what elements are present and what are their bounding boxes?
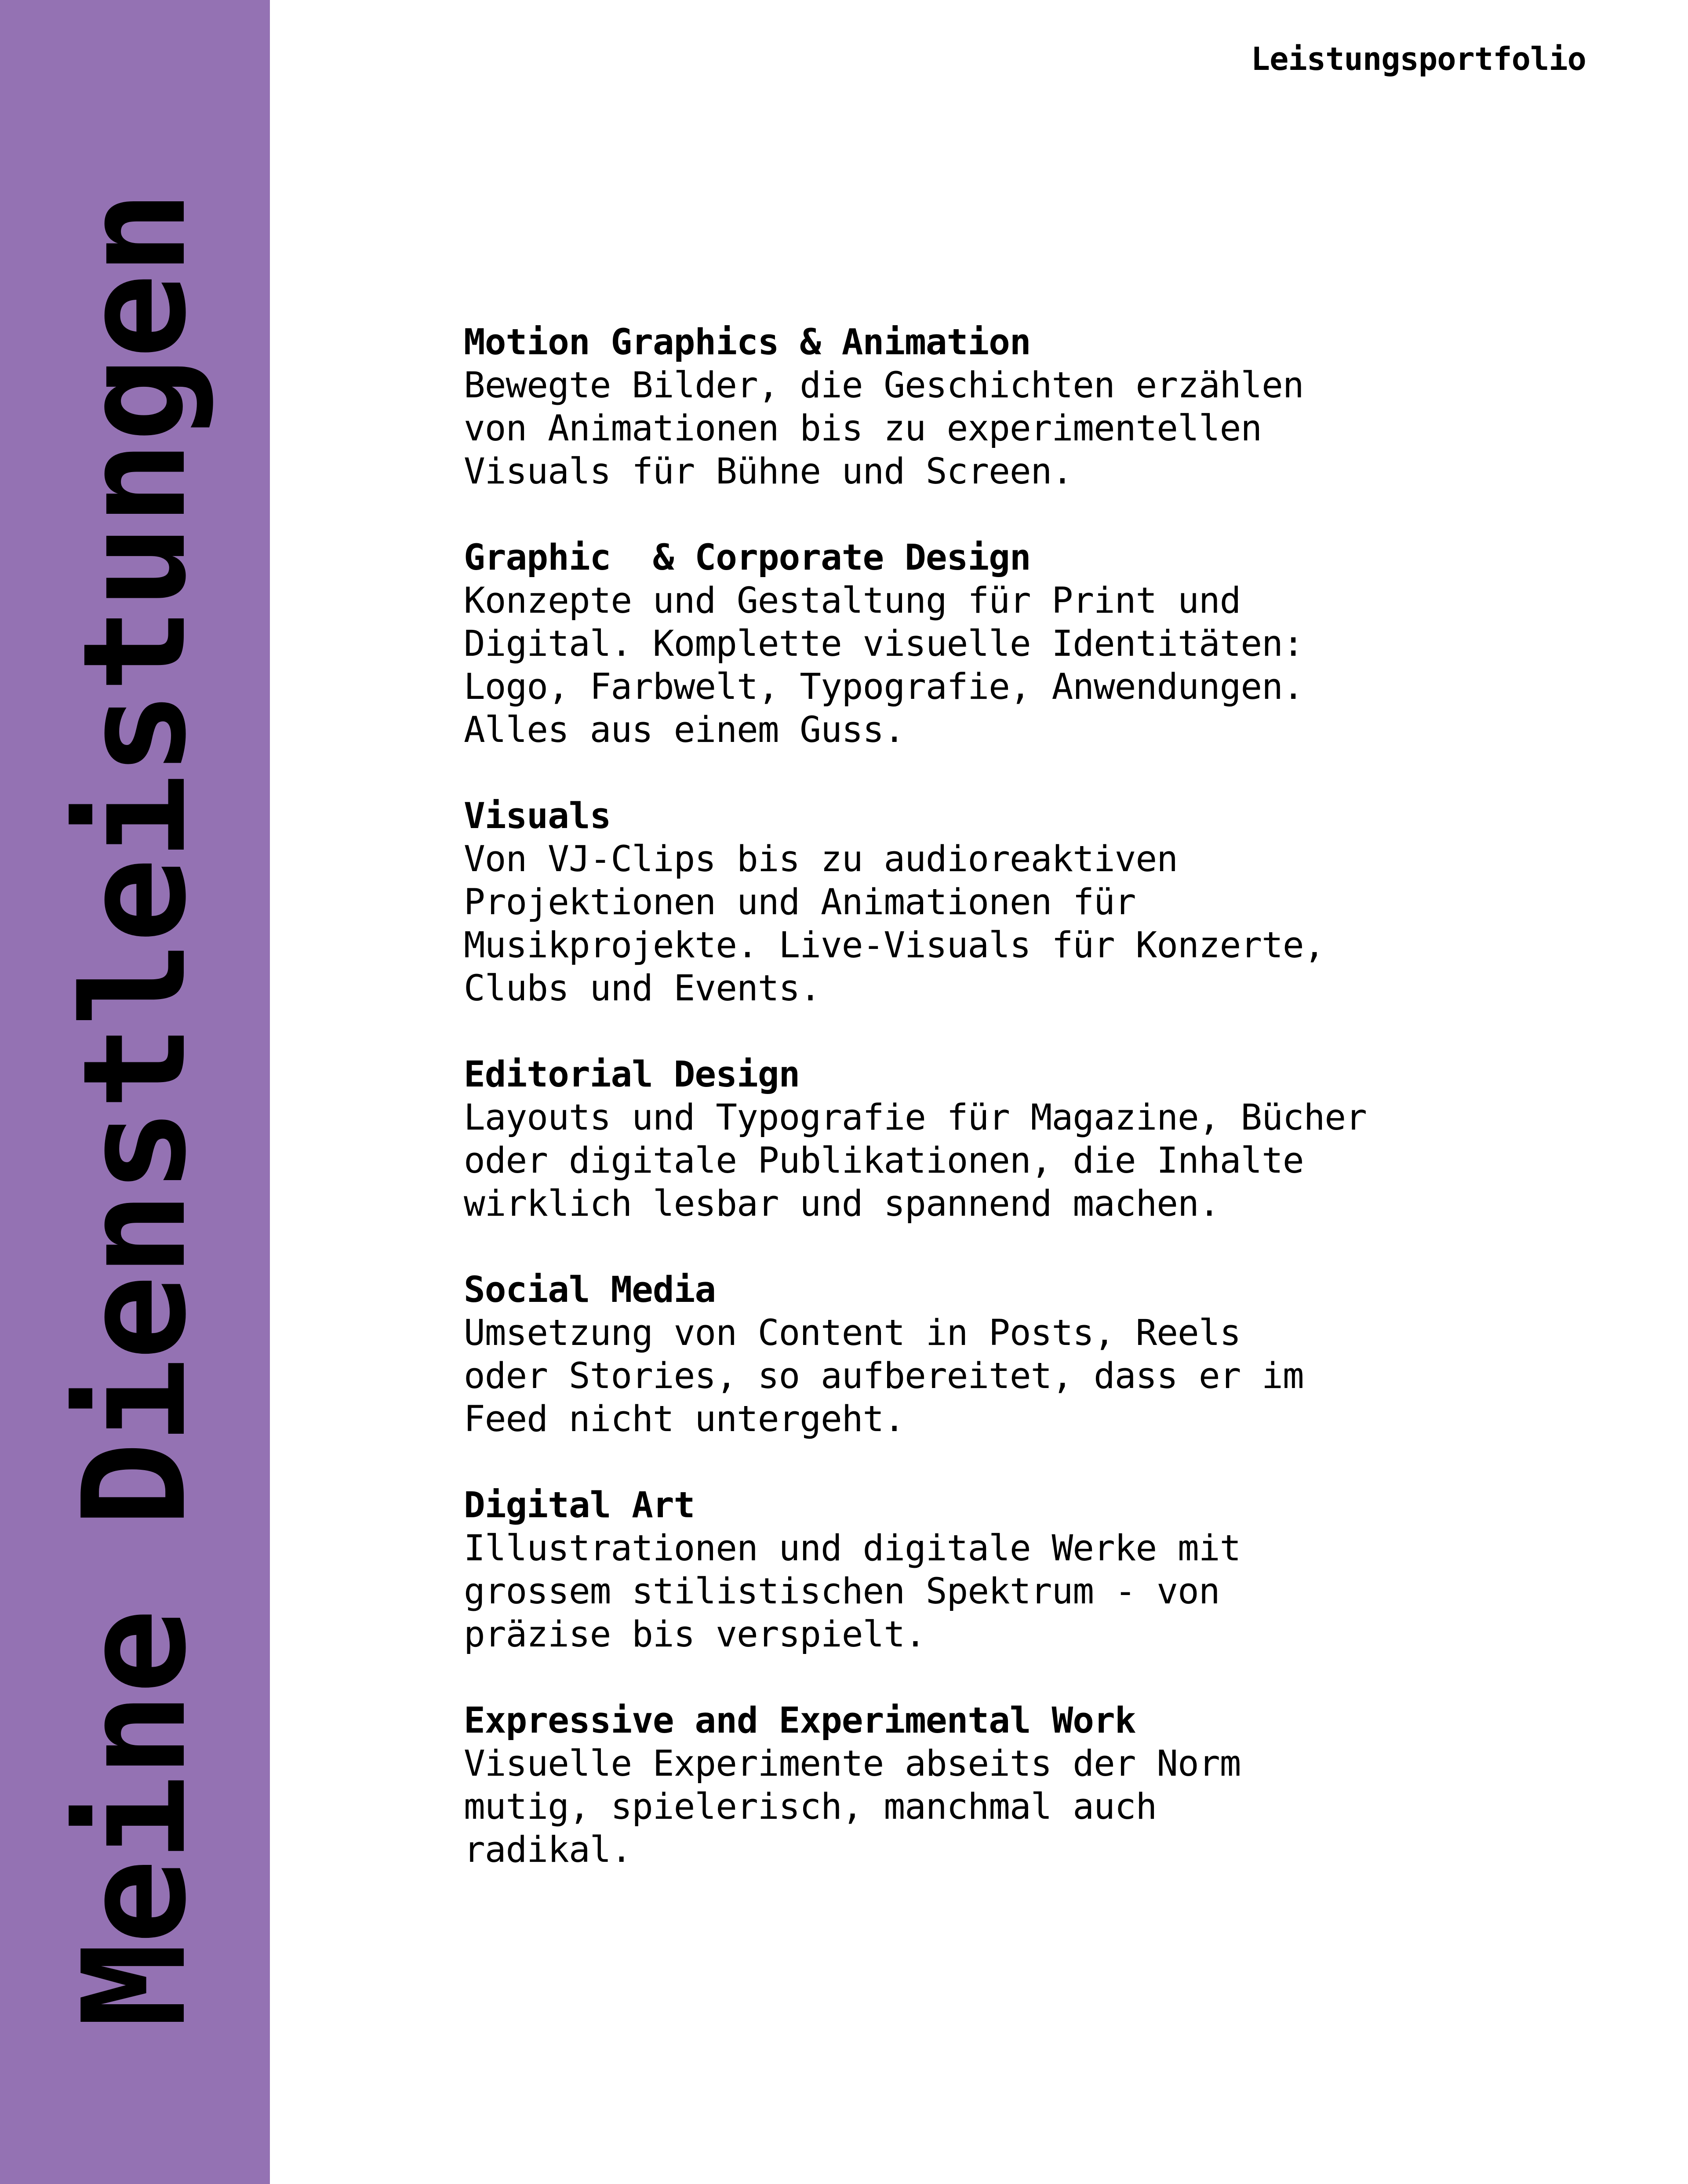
service-description: Von VJ-Clips bis zu audioreaktiven Projektionen und Animationen für Musikprojekte. Live-Visuals für Konzerte, Clubs und Events. xyxy=(464,839,1325,1009)
service-item xyxy=(464,321,1431,493)
service-item xyxy=(464,1699,1431,1871)
service-item xyxy=(464,1053,1431,1225)
services-list xyxy=(464,321,1431,1915)
service-title: Social Media xyxy=(464,1269,716,1311)
service-title: Motion Graphics & Animation xyxy=(464,322,1031,363)
sidebar-title: Meine Dienstleistungen xyxy=(52,192,217,2028)
service-title: Visuals xyxy=(464,796,611,837)
header-label: Leistungsportfolio xyxy=(1251,40,1586,77)
service-title: Editorial Design xyxy=(464,1054,800,1095)
service-item xyxy=(464,1484,1431,1656)
service-description: Konzepte und Gestaltung für Print und Digital. Komplette visuelle Identitäten: Logo, Farbwelt, Typografie, Anwendungen. Alles aus einem Guss. xyxy=(464,580,1304,751)
sidebar-band xyxy=(0,0,270,2184)
service-title: Graphic & Corporate Design xyxy=(464,537,1031,578)
service-description: Umsetzung von Content in Posts, Reels oder Stories, so aufbereitet, dass er im Feed nicht untergeht. xyxy=(464,1312,1304,1440)
service-item xyxy=(464,795,1431,1010)
service-description: Layouts und Typografie für Magazine, Bücher oder digitale Publikationen, die Inhalte wirklich lesbar und spannend machen. xyxy=(464,1097,1367,1225)
service-title: Expressive and Experimental Work xyxy=(464,1700,1136,1741)
service-description: Visuelle Experimente abseits der Norm mutig, spielerisch, manchmal auch radikal. xyxy=(464,1743,1241,1871)
service-description: Bewegte Bilder, die Geschichten erzählen von Animationen bis zu experimentellen Visuals für Bühne und Screen. xyxy=(464,365,1304,492)
service-item xyxy=(464,1268,1431,1441)
service-description: Illustrationen und digitale Werke mit grossem stilistischen Spektrum - von präzise bis verspielt. xyxy=(464,1528,1241,1655)
service-title: Digital Art xyxy=(464,1485,695,1526)
service-item xyxy=(464,536,1431,752)
